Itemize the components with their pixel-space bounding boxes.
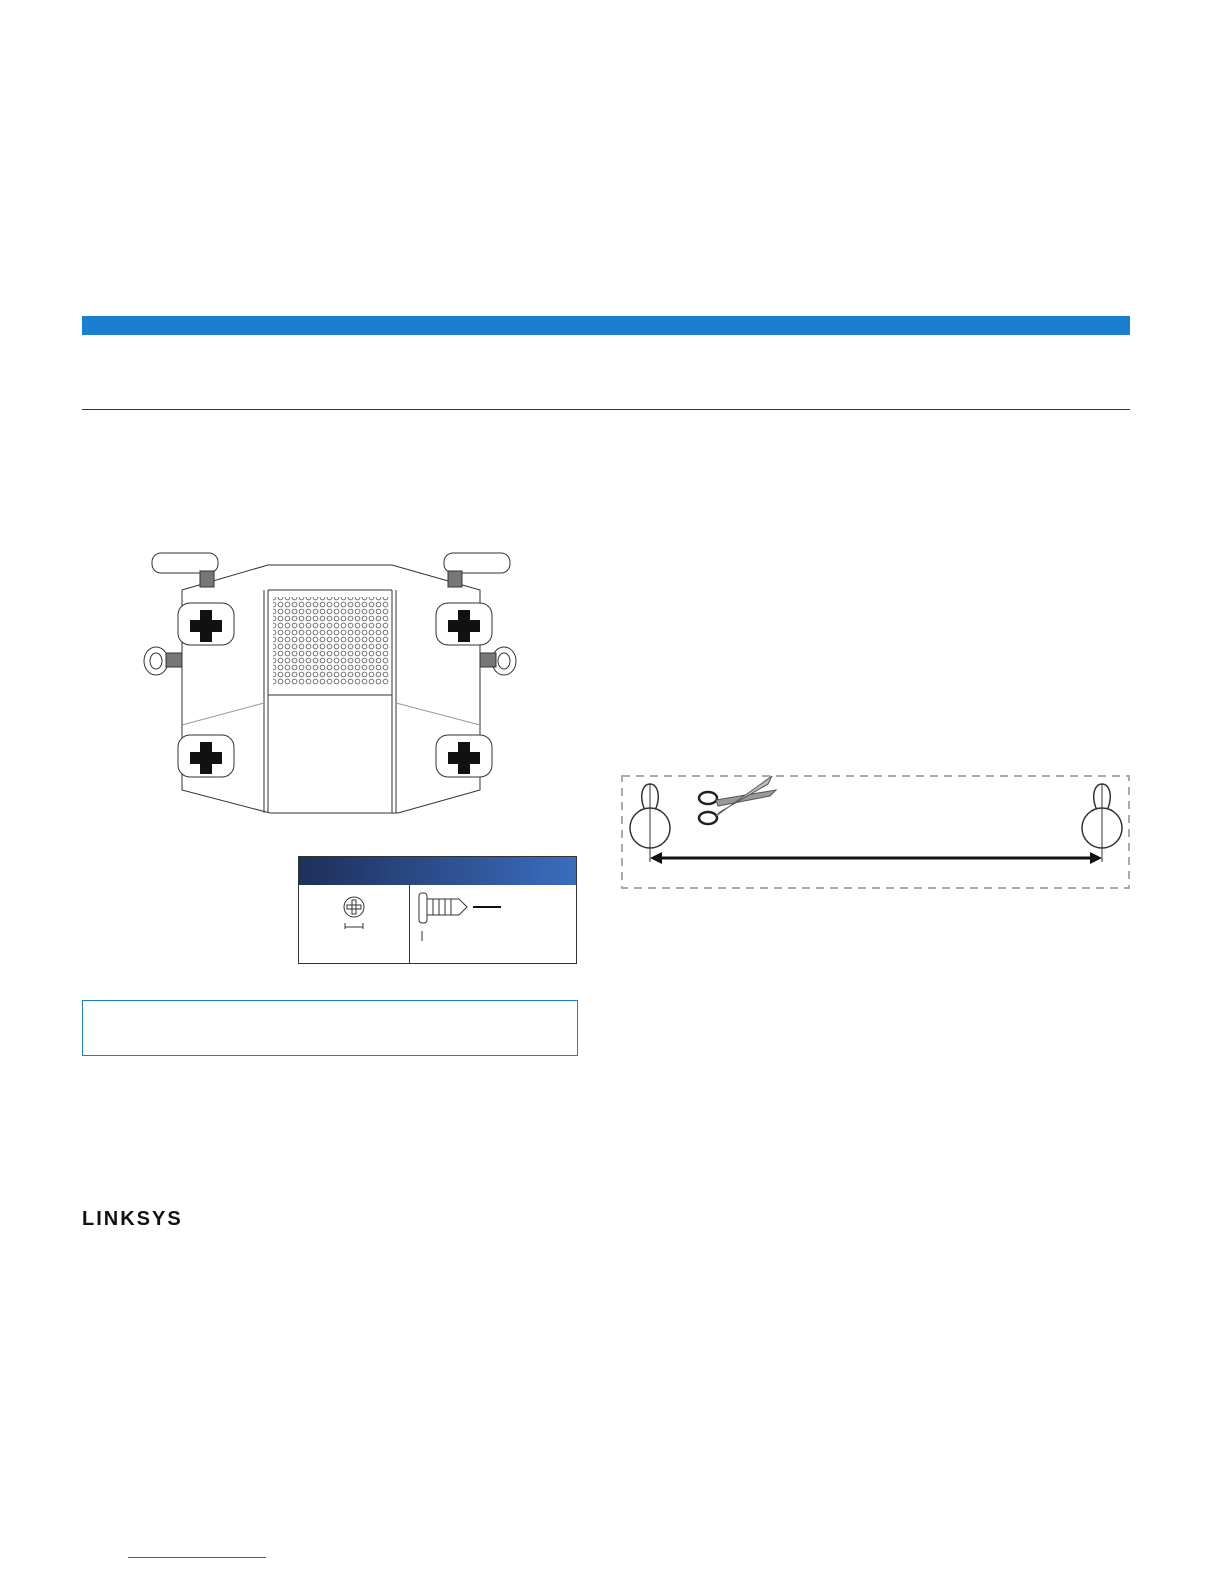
screw-side-icon bbox=[417, 891, 507, 943]
section-divider bbox=[82, 409, 1130, 410]
table-divider bbox=[409, 885, 410, 963]
mounting-hardware-table bbox=[298, 856, 577, 964]
scissors-icon bbox=[699, 776, 776, 824]
router-bottom-illustration bbox=[130, 545, 530, 820]
footer-link-underline[interactable] bbox=[128, 1557, 266, 1558]
screw-head-icon bbox=[339, 893, 371, 933]
table-header bbox=[299, 857, 576, 885]
note-box bbox=[82, 1000, 578, 1056]
section-header-bar bbox=[82, 316, 1130, 335]
linksys-logo: LINKSYS bbox=[82, 1208, 183, 1230]
mounting-template bbox=[620, 774, 1131, 890]
